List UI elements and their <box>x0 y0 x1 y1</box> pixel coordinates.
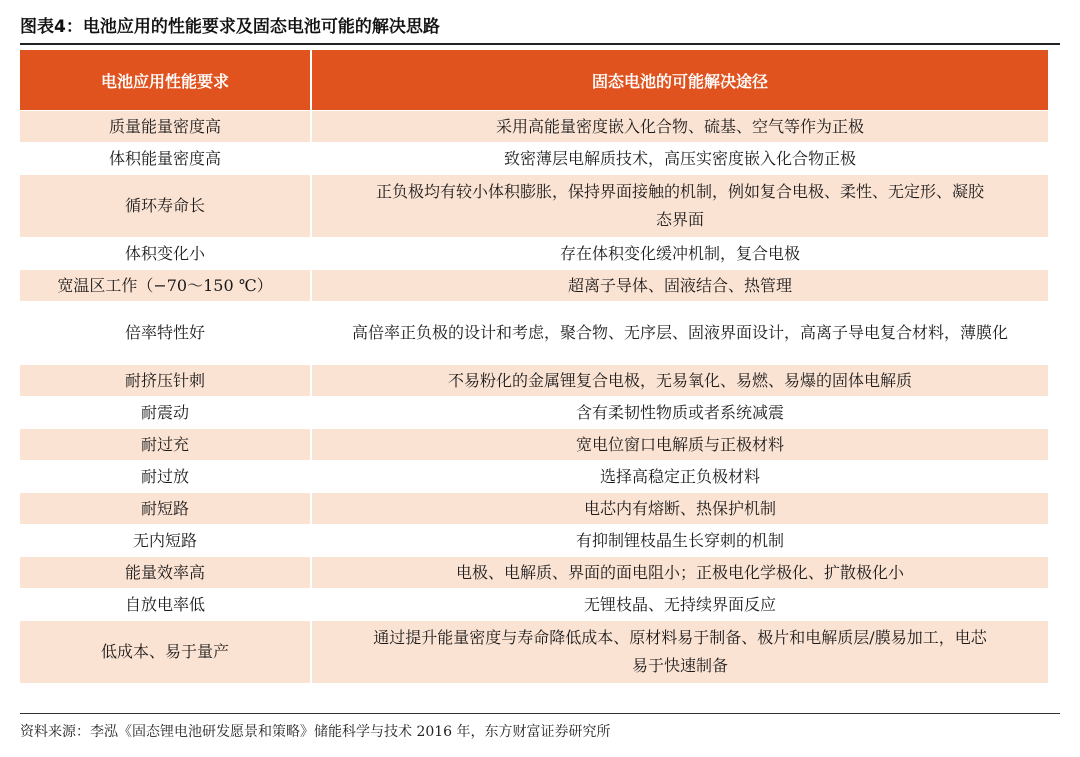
requirement-cell: 耐震动 <box>20 397 312 429</box>
header-solution: 固态电池的可能解决途径 <box>312 50 1048 111</box>
solution-cell: 不易粉化的金属锂复合电极，无易氧化、易燃、易爆的固体电解质 <box>312 365 1048 397</box>
solution-cell: 无锂枝晶、无持续界面反应 <box>312 589 1048 621</box>
table-row <box>20 365 1048 397</box>
requirements-table <box>20 50 1048 684</box>
solution-cell: 致密薄层电解质技术，高压实密度嵌入化合物正极 <box>312 143 1048 175</box>
table-row <box>20 461 1048 493</box>
solution-cell: 宽电位窗口电解质与正极材料 <box>312 429 1048 461</box>
table-row <box>20 621 1048 684</box>
title-divider <box>20 43 1060 45</box>
table-header-row <box>20 50 1048 111</box>
source-note: 资料来源：李泓《固态锂电池研发愿景和策略》储能科学与技术 2016 年，东方财富证券研究所 <box>20 724 611 740</box>
solution-cell: 正负极均有较小体积膨胀，保持界面接触的机制，例如复合电极、柔性、无定形、凝胶态界面 <box>312 175 1048 238</box>
figure-title: 图表4：电池应用的性能要求及固态电池可能的解决思路 <box>20 17 440 37</box>
table-row <box>20 493 1048 525</box>
table-row <box>20 525 1048 557</box>
solution-cell: 存在体积变化缓冲机制，复合电极 <box>312 238 1048 270</box>
solution-cell: 通过提升能量密度与寿命降低成本、原材料易于制备、极片和电解质层/膜易加工，电芯易于快速制备 <box>312 621 1048 684</box>
solution-cell: 电极、电解质、界面的面电阻小；正极电化学极化、扩散极化小 <box>312 557 1048 589</box>
requirement-cell: 无内短路 <box>20 525 312 557</box>
table-row <box>20 175 1048 238</box>
requirement-cell: 低成本、易于量产 <box>20 621 312 684</box>
solution-cell: 有抑制锂枝晶生长穿刺的机制 <box>312 525 1048 557</box>
requirement-cell: 体积变化小 <box>20 238 312 270</box>
solution-cell: 采用高能量密度嵌入化合物、硫基、空气等作为正极 <box>312 111 1048 143</box>
header-requirement: 电池应用性能要求 <box>20 50 312 111</box>
table-row <box>20 302 1048 365</box>
requirement-cell: 质量能量密度高 <box>20 111 312 143</box>
solution-cell: 含有柔韧性物质或者系统减震 <box>312 397 1048 429</box>
requirement-cell: 耐短路 <box>20 493 312 525</box>
requirement-cell: 能量效率高 <box>20 557 312 589</box>
requirement-cell: 循环寿命长 <box>20 175 312 238</box>
source-divider <box>20 713 1060 714</box>
table-row <box>20 143 1048 175</box>
solution-cell: 选择高稳定正负极材料 <box>312 461 1048 493</box>
requirement-cell: 自放电率低 <box>20 589 312 621</box>
requirement-cell: 耐过放 <box>20 461 312 493</box>
table-row <box>20 111 1048 143</box>
solution-cell: 高倍率正负极的设计和考虑，聚合物、无序层、固液界面设计，高离子导电复合材料，薄膜化 <box>312 302 1048 365</box>
requirement-cell: 耐过充 <box>20 429 312 461</box>
solution-cell: 电芯内有熔断、热保护机制 <box>312 493 1048 525</box>
table-row <box>20 429 1048 461</box>
requirement-cell: 宽温区工作（−70～150 ℃） <box>20 270 312 302</box>
table-row <box>20 589 1048 621</box>
table-row <box>20 397 1048 429</box>
requirement-cell: 倍率特性好 <box>20 302 312 365</box>
requirement-cell: 体积能量密度高 <box>20 143 312 175</box>
table-row <box>20 238 1048 270</box>
table-row <box>20 270 1048 302</box>
requirement-cell: 耐挤压针刺 <box>20 365 312 397</box>
table-row <box>20 557 1048 589</box>
solution-cell: 超离子导体、固液结合、热管理 <box>312 270 1048 302</box>
